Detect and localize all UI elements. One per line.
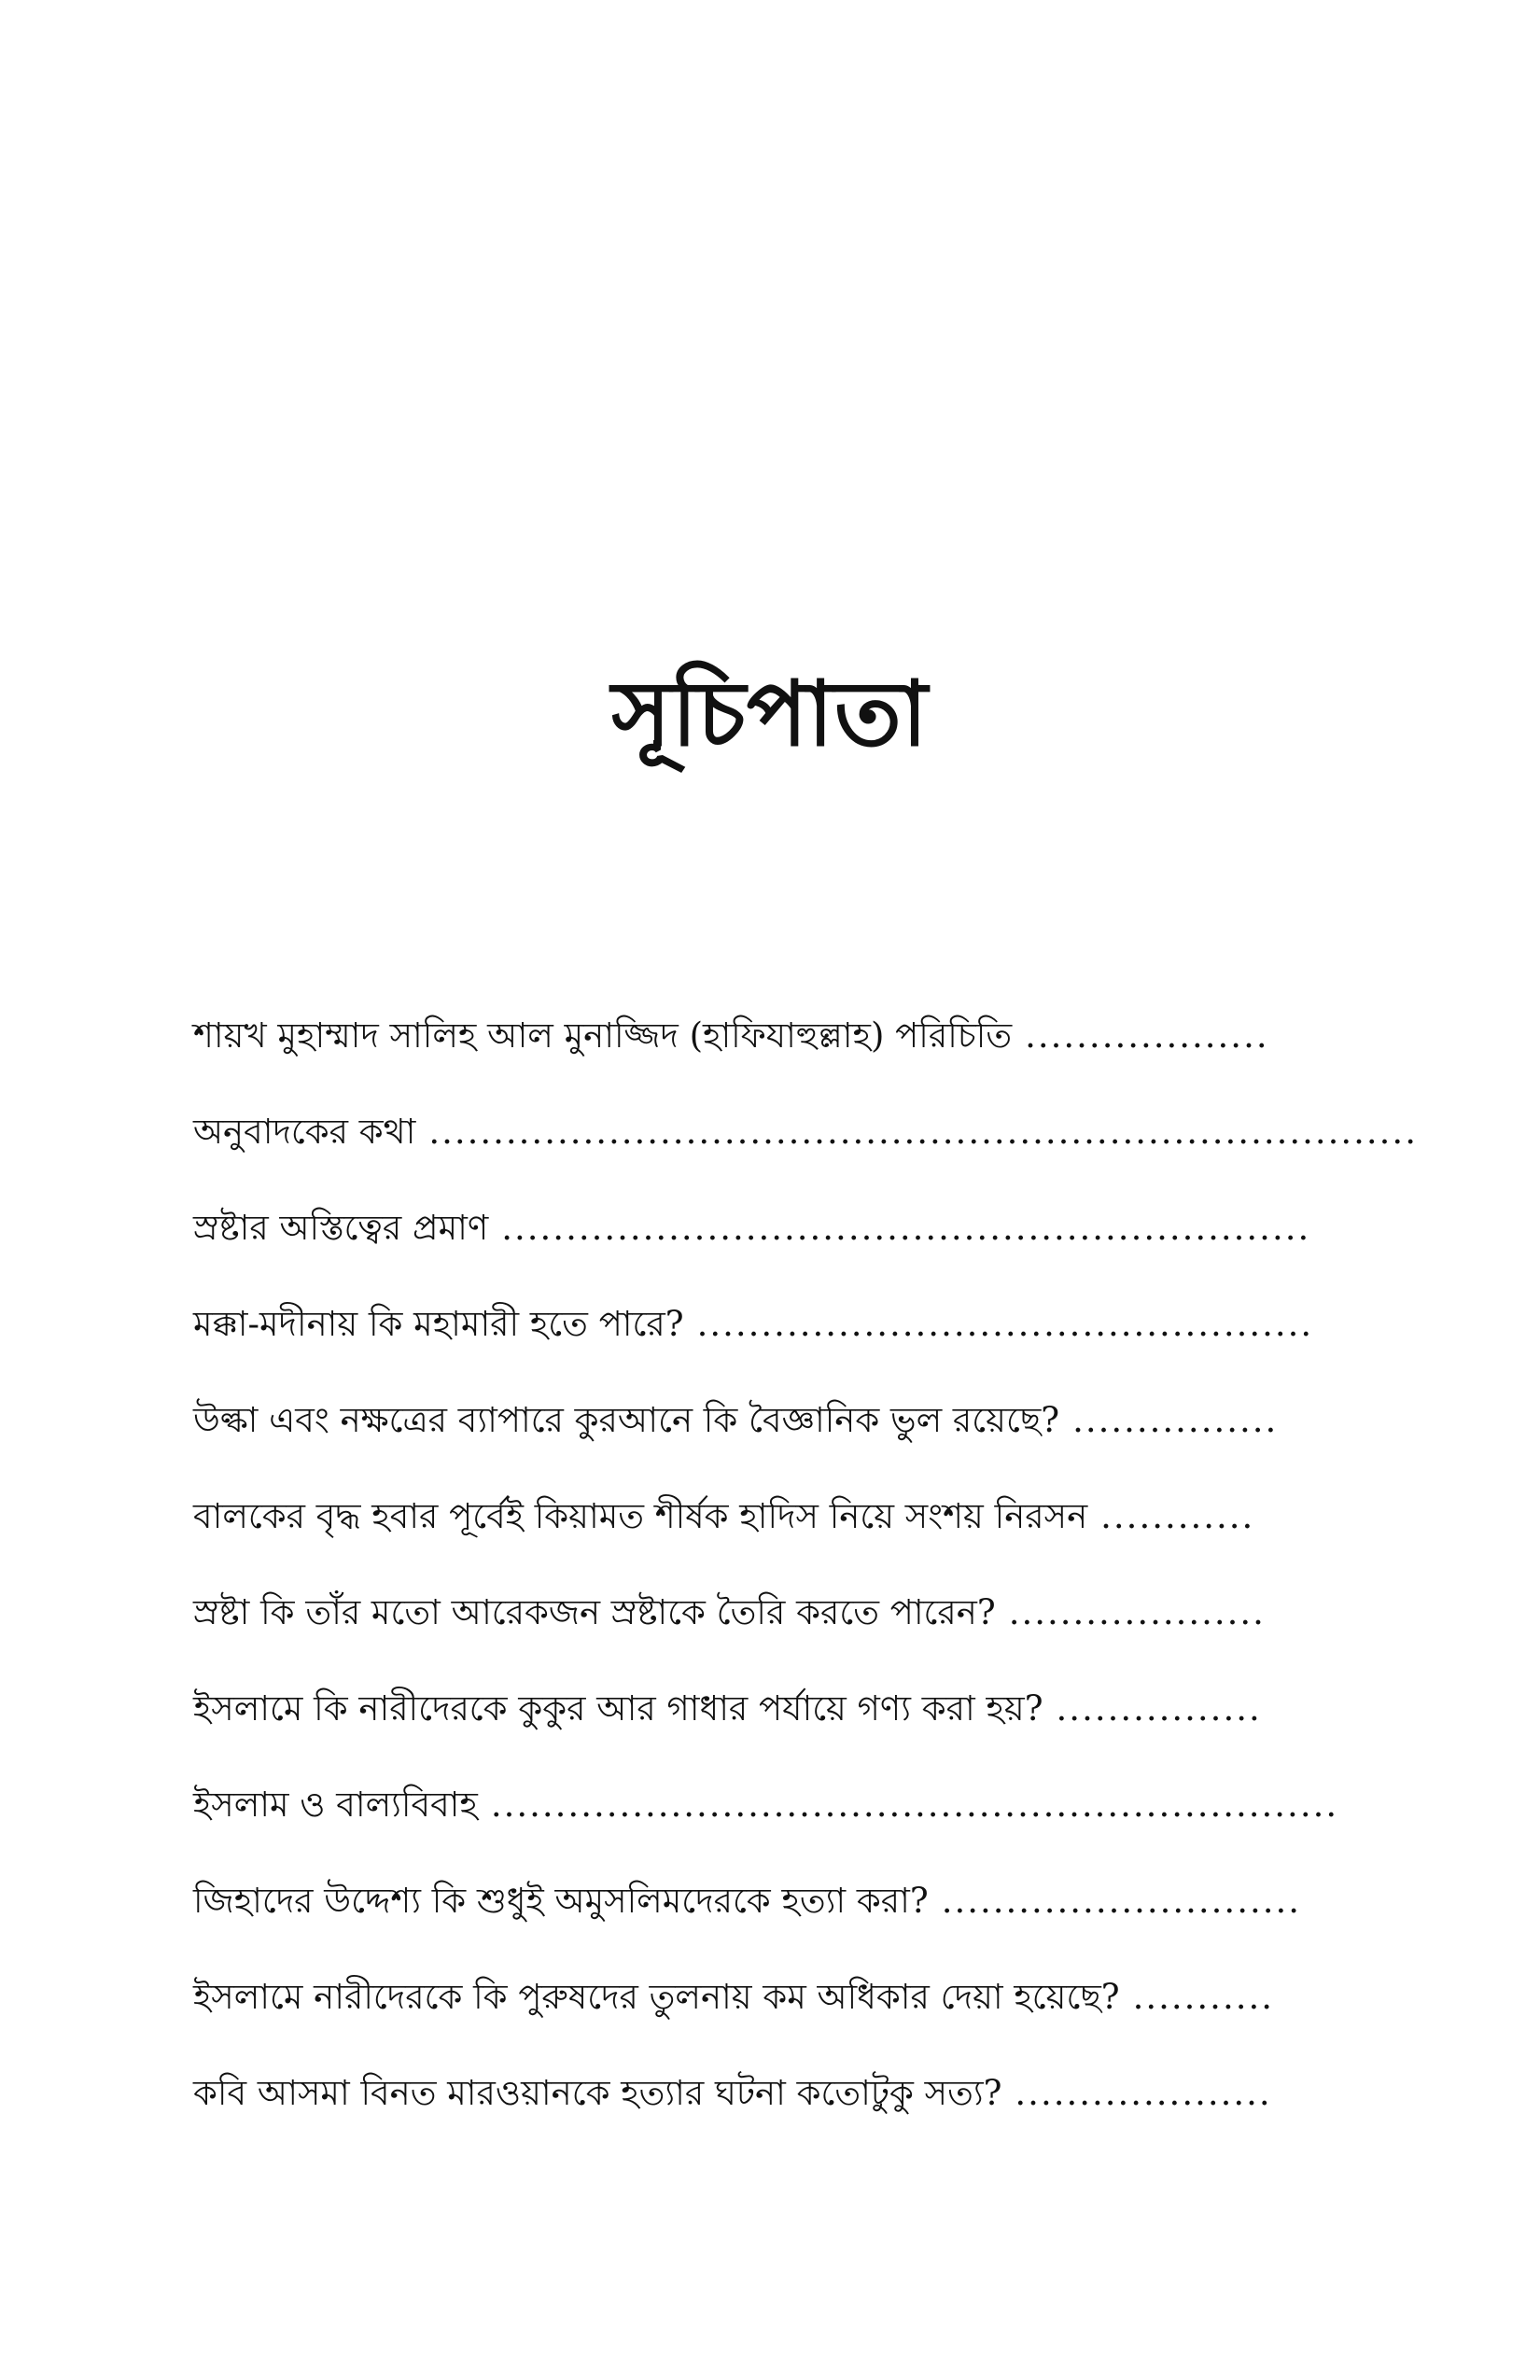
toc-entry: [193, 1372, 1351, 1468]
toc-entry: [193, 1468, 1351, 1564]
toc-entry-label: স্রষ্টার অস্তিত্বের প্রমাণ: [193, 1207, 489, 1248]
toc-entry-label: ইসলামে নারীদেরকে কি পুরুষদের তুলনায় কম অধিকার দেয়া হয়েছে?: [193, 1976, 1120, 2017]
toc-dot-leader: ..................................................................: [490, 1784, 1339, 1825]
toc-dot-leader: ............................: [941, 1880, 1302, 1921]
toc-dot-leader: ....................: [1008, 1591, 1266, 1632]
toc-entry: [193, 1180, 1351, 1276]
toc-entry-label: ইসলাম ও বাল্যবিবাহ: [193, 1784, 478, 1825]
toc-entry-label: জিহাদের উদ্দেশ্য কি শুধুই অমুসলিমদেরকে হত্যা করা?: [193, 1880, 929, 1921]
toc-dot-leader: ............: [1100, 1495, 1255, 1536]
toc-entry: [193, 1757, 1351, 1853]
toc-entry: [193, 1853, 1351, 1949]
toc-entry-label: উল্কা এবং নক্ষত্রের ব্যাপারে কুরআনে কি বৈজ্ঞানিক ভুল রয়েছে?: [193, 1399, 1060, 1440]
toc-dot-leader: ...............................................................: [501, 1207, 1311, 1248]
toc-entry: [193, 1276, 1351, 1372]
toc-entry: [193, 1564, 1351, 1660]
toc-entry-label: বালকের বৃদ্ধ হবার পূর্বেই কিয়ামত শীর্ষক হাদিস নিয়ে সংশয় নিরসন: [193, 1495, 1088, 1536]
toc-entry: [193, 1660, 1351, 1757]
toc-entry-label: স্রষ্টা কি তাঁর মতো আরেকজন স্রষ্টাকে তৈরি করতে পারেন?: [193, 1591, 996, 1632]
toc-dot-leader: ................................................: [696, 1303, 1314, 1344]
toc-entry: [193, 1084, 1418, 1180]
toc-entry-label: কবি আসমা বিনত মারওয়ানকে হত্যার ঘটনা কতোটুকু সত্য?: [193, 2072, 1002, 2113]
toc-dot-leader: ...........: [1132, 1976, 1274, 2017]
toc-entry-label: অনুবাদকের কথা: [193, 1111, 416, 1152]
toc-dot-leader: ................: [1072, 1399, 1279, 1440]
toc-dot-leader: ................: [1056, 1687, 1262, 1729]
page-title: সূচিপাতা: [611, 662, 929, 766]
toc-entry: [193, 987, 1351, 1084]
toc-entry: [193, 1949, 1351, 2045]
toc-dot-leader: ....................: [1015, 2072, 1272, 2113]
table-of-contents: [193, 987, 1418, 2141]
toc-entry-label: ইসলামে কি নারীদেরকে কুকুর আর গাধার পর্যায়ে গণ্য করা হয়?: [193, 1687, 1043, 1729]
toc-entry: [193, 2045, 1351, 2141]
toc-dot-leader: ...................: [1025, 1015, 1269, 1056]
toc-dot-leader: .............................................................................: [428, 1111, 1418, 1152]
toc-entry-label: মক্কা-মদীনায় কি মহামারী হতে পারে?: [193, 1303, 684, 1344]
toc-entry-label: শায়খ মুহাম্মাদ সালিহ আল মুনাজ্জিদ (হাফিযাহুল্লাহ) পরিচিতি: [193, 1015, 1013, 1056]
